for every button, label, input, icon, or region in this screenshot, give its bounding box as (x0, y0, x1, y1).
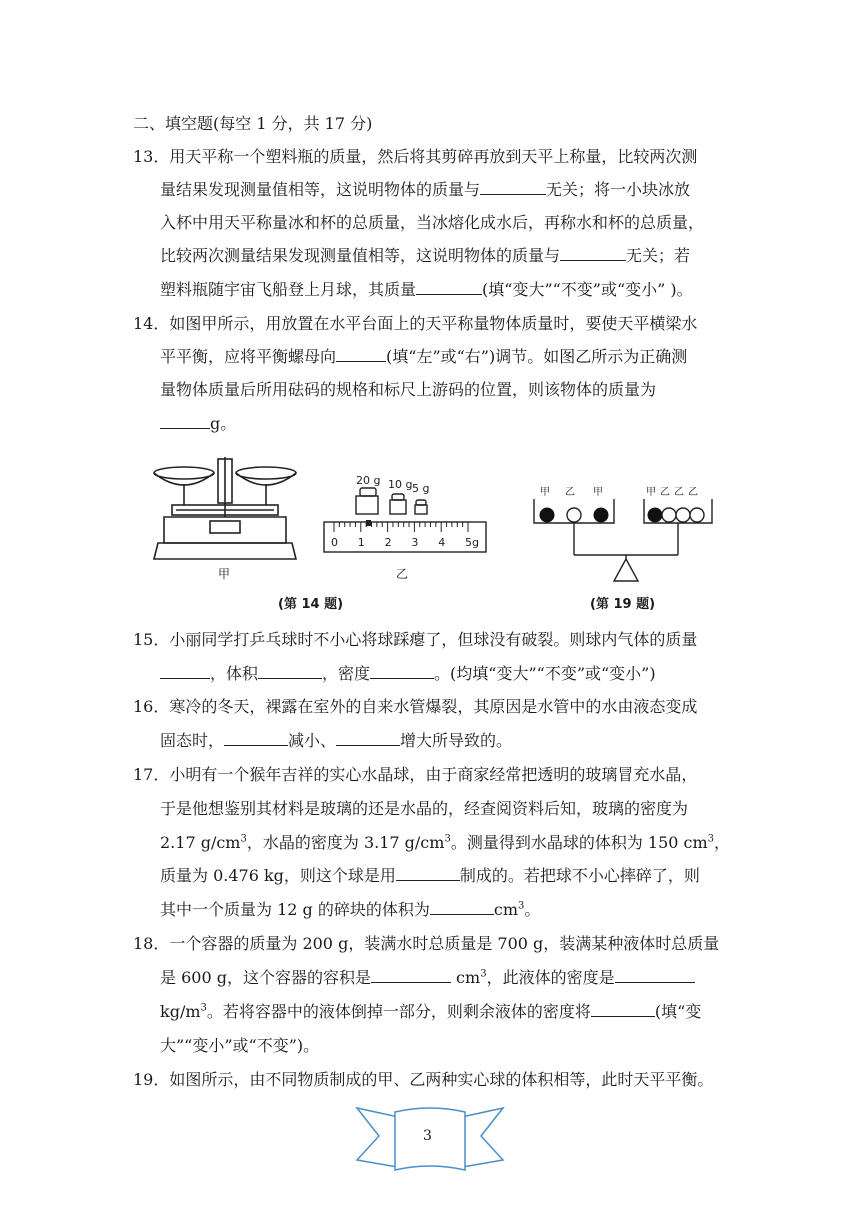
svg-text:乙: 乙 (688, 487, 698, 498)
q13-line1: 13．用天平称一个塑料瓶的质量，然后将其剪碎再放到天平上称量，比较两次测 (133, 147, 698, 166)
q18-line1: 18．一个容器的质量为 200 g，装满水时总质量是 700 g，装满某种液体时总质量 (133, 934, 720, 953)
balance-scale-figure (150, 455, 300, 567)
ruler-tick-label: 1 (357, 536, 365, 549)
q14-line2: 平平衡，应将平衡螺母向 (填“左”或“右”)调节。如图乙所示为正确测 (160, 347, 688, 366)
q16-line1: 16．寒冷的冬天，裸露在室外的自来水管爆裂，其原因是水管中的水由液态变成 (133, 697, 698, 716)
q16-line2: 固态时， 减小、 增大所导致的。 (160, 731, 513, 750)
q17-line1: 17．小明有一个猴年吉祥的实心水晶球，由于商家经常把透明的玻璃冒充水晶， (133, 765, 698, 784)
ball-balance-figure (530, 485, 720, 585)
ruler-tick-label: 5g (465, 536, 479, 549)
q17-line5: 其中一个质量为 12 g 的碎块的体积为 $cm^3$。 (160, 900, 541, 919)
svg-text:甲: 甲 (540, 487, 550, 498)
svg-text:乙: 乙 (565, 487, 575, 498)
svg-text:乙: 乙 (660, 487, 670, 498)
q13-line3: 入杯中用天平称量冰和杯的总质量，当冰熔化成水后，再称水和杯的总质量， (160, 213, 705, 232)
answer-blank[interactable] (336, 731, 400, 746)
weights-and-ruler-figure (320, 470, 490, 560)
answer-blank[interactable] (430, 900, 494, 915)
answer-blank[interactable] (416, 280, 482, 295)
q14-line4: g。 (160, 414, 236, 434)
q17-line4: 质量为 0.476 kg，则这个球是用 制成的。若把球不小心摔碎了，则 (160, 866, 700, 885)
q14-line1: 14．如图甲所示，用放置在水平台面上的天平称量物体质量时，要使天平横梁水 (133, 314, 698, 333)
answer-blank[interactable] (371, 968, 451, 983)
q13-line2: 量结果发现测量值相等，这说明物体的质量与 无关；将一小块冰放 (160, 180, 691, 199)
answer-blank[interactable] (224, 731, 288, 746)
ruler-tick-label: 4 (438, 536, 446, 549)
answer-blank[interactable] (396, 866, 460, 881)
ruler-tick-label: 0 (331, 536, 338, 549)
q18-line4: 大”“变小”或“不变”)。 (160, 1036, 320, 1055)
figure-caption-19: (第 19 题) (590, 597, 656, 612)
answer-blank[interactable] (591, 1002, 655, 1017)
q13-line4: 比较两次测量结果发现测量值相等，这说明物体的质量与 无关；若 (160, 246, 691, 265)
svg-text:甲: 甲 (593, 487, 603, 498)
answer-blank[interactable] (160, 414, 210, 429)
figure-label-yi: 乙 (396, 567, 409, 581)
weight-label-5g: 5 g (412, 482, 430, 495)
rider-marker (366, 520, 371, 526)
q17-line3: 2.17 $g/cm^3$，水晶的密度为 3.17 $g/cm^3$。测量得到水晶球的体积为 150 $cm^3$， (160, 833, 731, 852)
weight-label-20g: 20 g (356, 474, 381, 487)
section-title: 二、填空题(每空 1 分，共 17 分) (133, 114, 373, 133)
answer-blank[interactable] (258, 664, 322, 679)
q15-line2: ，体积 ，密度 。(均填“变大”“不变”或“变小”) (160, 664, 656, 684)
answer-blank[interactable] (615, 968, 695, 983)
weight-label-10g: 10 g (388, 478, 413, 491)
q13-line5: 塑料瓶随宇宙飞船登上月球，其质量 (填“变大”“不变”或“变小” )。 (160, 280, 693, 299)
answer-blank[interactable] (160, 664, 210, 679)
ruler-tick-label: 3 (411, 536, 419, 549)
q14-line3: 量物体质量后所用砝码的规格和标尺上游码的位置，则该物体的质量为 (160, 380, 657, 399)
q17-line2: 于是他想鉴别其材料是玻璃的还是水晶的，经查阅资料后知，玻璃的密度为 (160, 799, 689, 818)
q18-line3: $kg/m^3$。若将容器中的液体倒掉一部分，则剩余液体的密度将 (填“变 (160, 1002, 702, 1021)
figure-caption-14: (第 14 题) (278, 597, 344, 612)
svg-text:甲: 甲 (646, 487, 656, 498)
answer-blank[interactable] (336, 347, 386, 362)
q15-line1: 15．小丽同学打乒乓球时不小心将球踩瘪了，但球没有破裂。则球内气体的质量 (133, 630, 698, 649)
ruler-tick-label: 2 (384, 536, 392, 549)
page-number: 3 (423, 1128, 432, 1144)
figure-label-jia: 甲 (218, 567, 231, 581)
q18-line2: 是 600 g，这个容器的容积是 $cm^3$，此液体的密度是 (160, 968, 695, 988)
answer-blank[interactable] (370, 664, 434, 679)
svg-text:乙: 乙 (674, 487, 684, 498)
answer-blank[interactable] (480, 180, 546, 195)
answer-blank[interactable] (560, 246, 626, 261)
q19-line1: 19．如图所示，由不同物质制成的甲、乙两种实心球的体积相等，此时天平平衡。 (133, 1070, 714, 1089)
